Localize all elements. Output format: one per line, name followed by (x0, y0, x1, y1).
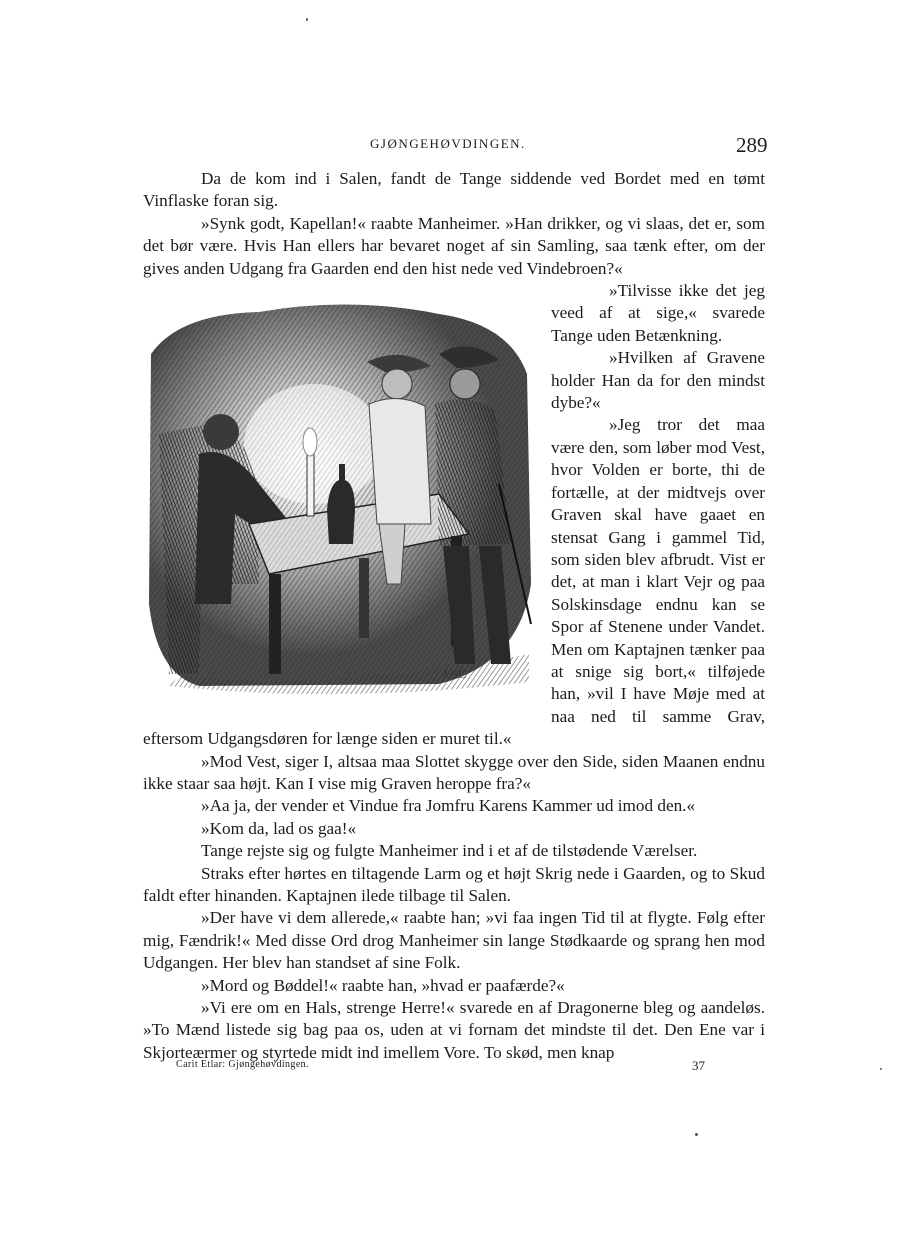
paragraph: Straks efter hørtes en tiltagende Larm og et højt Skrig nede i Gaarden, og to Skud faldt efter hinanden. Kaptajnen ilede tilbage til Salen. (143, 863, 765, 905)
illustrator-signature: J·SC (443, 667, 467, 682)
body-text (143, 168, 765, 1064)
paragraph: »Kom da, lad os gaa!« (201, 818, 357, 838)
page-number: 289 (736, 133, 768, 157)
paper-speck (695, 1133, 698, 1136)
paragraph: Da de kom ind i Salen, fandt de Tange siddende ved Bordet med en tømt Vinflaske foran sig. (143, 169, 765, 211)
paper-speck (880, 1068, 882, 1070)
paragraph: »Hvilken af Gravene holder Han da for den mindst dybe?« (551, 348, 765, 413)
paragraph: »Aa ja, der vender et Vindue fra Jomfru Karens Kammer ud imod den.« (201, 796, 696, 816)
paragraph: »Jeg tror det maa være den, som løber mod Vest, hvor Volden er borte, thi de fortælle, at der midtvejs over Graven skal have gaaet en stensat Gang i gammel Tid, som siden blev afbrudt. Vist er det, at man i klart Vejr og paa Solskinsdage endnu kan se Spor af Stenene under Vandet. Men om Kaptajnen tænker paa at snige sig bort,« tilføjede han, »vil I have Møje med at naa ned til samme Grav, eftersom Udgangsdøren for længe siden er muret til.« (143, 415, 765, 749)
tavern-scene-illustration (139, 284, 537, 724)
paragraph: »Mord og Bøddel!« raabte han, »hvad er paafærde?« (201, 975, 565, 995)
paragraph-text: »Synk godt, Kapellan!« raabte Manheimer. »Han drikker, og vi slaas, det er, som det bør være. Hvis Han ellers har bevaret noget af sin Samling, saa tænk efter, om der gives anden Udgang fra Gaarden end den hist nede ved Vindebroen?« (143, 213, 765, 278)
paragraph: »Tilvisse ikke det jeg veed af at sige,« svarede Tange uden Betænkning. (551, 281, 765, 345)
source-note: Carit Etlar: Gjøngehøvdingen. (176, 1059, 309, 1070)
paper-speck (306, 18, 308, 21)
running-title: GJØNGEHØVDINGEN. (370, 136, 526, 151)
paragraph: »Mod Vest, siger I, altsaa maa Slottet skygge over den Side, siden Maanen endnu ikke staar saa højt. Kan I vise mig Graven heroppe fra?« (143, 751, 765, 793)
signature-mark: 37 (692, 1058, 705, 1073)
paragraph: »Der have vi dem allerede,« raabte han; »vi faa ingen Tid til at flygte. Følg efter mig, Fændrik!« Med disse Ord drog Manheimer sin lange Stødkaarde og sprang hen mod Udgangen. Her blev han standset af sine Folk. (143, 908, 765, 973)
paragraph (143, 213, 765, 280)
paragraph: »Vi ere om en Hals, strenge Herre!« svarede en af Dragonerne bleg og aandeløs. »To Mænd listede sig bag paa os, uden at vi fornam det mindste til det. Den Ene var i Skjorteærmer og styrtede midt ind imellem Vore. To skød, men knap (143, 998, 765, 1062)
paragraph: Tange rejste sig og fulgte Manheimer ind i et af de tilstødende Værelser. (201, 841, 698, 861)
